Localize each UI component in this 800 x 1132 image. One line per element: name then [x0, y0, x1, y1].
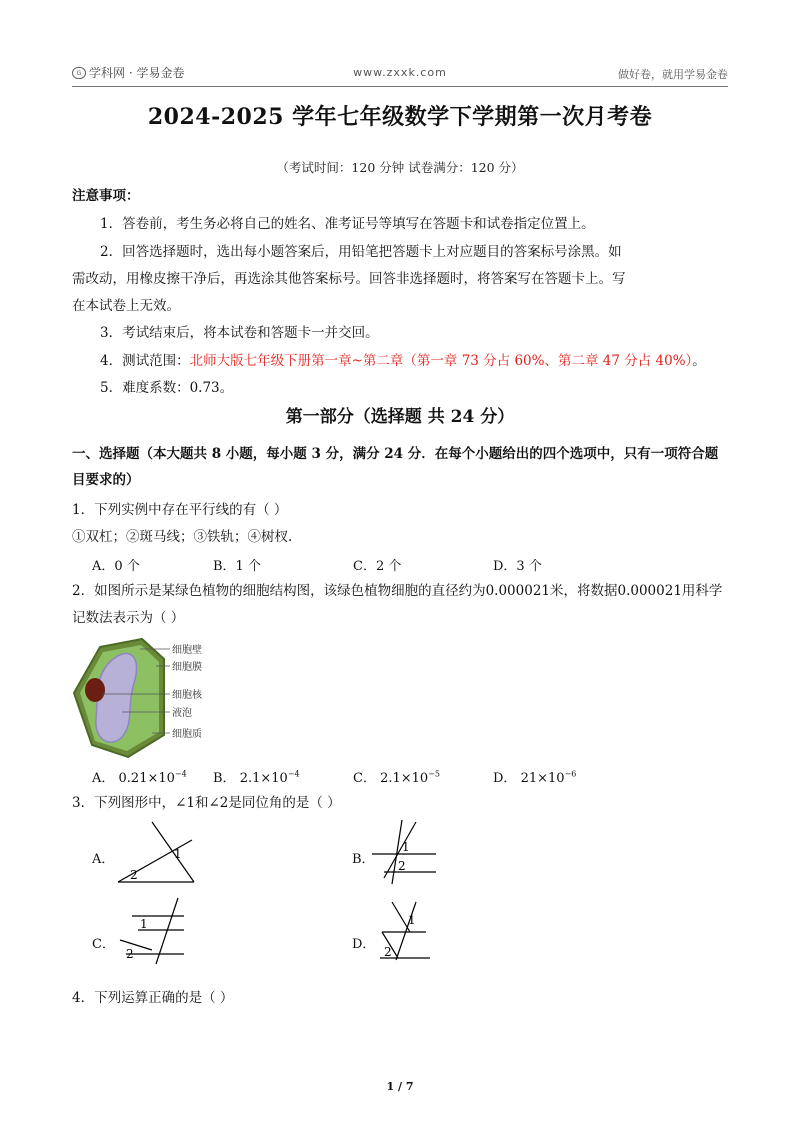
q2-option-b: B． $2.1\times 10^{-4}$	[213, 769, 300, 786]
q3c-angle1: 1	[140, 917, 148, 931]
note-1: 1．答卷前，考生务必将自己的姓名、准考证号等填写在答题卡和试卷指定位置上。	[100, 216, 595, 232]
page-number: 1 / 7	[386, 1080, 414, 1093]
q3d-angle2: 2	[384, 945, 392, 959]
q3a-angle2: 2	[130, 868, 138, 882]
q3-option-a-label: A．	[92, 852, 115, 867]
page-header	[72, 64, 728, 87]
q1-option-c: C．2 个	[353, 559, 402, 574]
q1-items: ①双杠；②斑马线；③铁轨；④树杈.	[72, 529, 293, 545]
label-cell-wall: 细胞壁	[172, 645, 202, 656]
q3b-angle2: 2	[398, 859, 406, 873]
note-2b: 需改动，用橡皮擦干净后，再选涂其他答案标号。回答非选择题时，将答案写在答题卡上。写	[72, 271, 626, 287]
note-2c: 在本试卷上无效。	[72, 298, 180, 314]
exam-title: 2024-2025 学年七年级数学下学期第一次月考卷	[147, 104, 653, 130]
exam-subtitle: （考试时间：120 分钟 试卷满分：120 分）	[276, 160, 524, 175]
q1-option-a: A．0 个	[92, 559, 140, 574]
q3-option-b-label: B．	[352, 852, 375, 867]
q2-stem-line1: 2．如图所示是某绿色植物的细胞结构图，该绿色植物细胞的直径约为0.000021米，将数据0.000021用科学	[72, 583, 723, 599]
q3c-angle2: 2	[126, 947, 134, 961]
q2-stem-line2: 记数法表示为（ ）	[72, 610, 185, 626]
section-title: 第一部分（选择题 共 24 分）	[285, 407, 515, 427]
q4-stem: 4．下列运算正确的是（ ）	[72, 990, 234, 1006]
note-4-prefix: 4．测试范围：	[100, 353, 190, 369]
label-cell-membrane: 细胞膜	[172, 662, 202, 673]
q3-option-c-label: C．	[92, 937, 115, 952]
q1-stem: 1．下列实例中存在平行线的有（ ）	[72, 502, 288, 518]
logo-mark-icon: G	[72, 67, 86, 79]
part1-instructions-line2: 目要求的）	[72, 472, 140, 488]
note-2a: 2．回答选择题时，选出每小题答案后，用铅笔把答题卡上对应题目的答案标号涂黑。如	[100, 244, 622, 260]
site-url: www.zxxk.com	[353, 66, 447, 79]
q2-option-d: D． $21\times 10^{-6}$	[493, 769, 577, 786]
q3-figure-d	[370, 896, 440, 966]
plant-cell-diagram	[72, 635, 252, 760]
q1-option-d: D．3 个	[493, 559, 542, 574]
part1-instructions-line1: 一、选择题（本大题共 8 小题，每小题 3 分，满分 24 分．在每个小题给出的四个选项中，只有一项符合题	[72, 446, 719, 462]
q3d-angle1: 1	[408, 913, 416, 927]
label-nucleus: 细胞核	[172, 690, 202, 701]
q3a-angle1: 1	[174, 847, 182, 861]
q2-option-c: C． $2.1\times 10^{-5}$	[353, 769, 440, 786]
label-cytoplasm: 细胞质	[172, 729, 202, 740]
q1-option-b: B．1 个	[213, 559, 261, 574]
header-slogan: 做好卷，就用学易金卷	[618, 68, 728, 81]
note-4-end: 。	[692, 353, 706, 369]
notes-heading: 注意事项：	[72, 188, 140, 204]
label-vacuole: 液泡	[172, 708, 192, 719]
logo-text: 学科网 · 学易金卷	[89, 66, 185, 80]
q3-figure-c	[112, 896, 192, 966]
q3-option-d-label: D．	[352, 937, 376, 952]
note-3: 3．考试结束后，将本试卷和答题卡一并交回。	[100, 325, 379, 341]
q3-figure-a	[112, 820, 202, 890]
note-4	[100, 351, 706, 371]
q3b-angle1: 1	[402, 840, 410, 854]
q2-option-a: A． $0.21\times 10^{-4}$	[92, 769, 187, 786]
note-5: 5．难度系数：0.73。	[100, 380, 234, 396]
q3-stem: 3．下列图形中，∠1和∠2是同位角的是（ ）	[72, 795, 341, 811]
test-range: 北师大版七年级下册第一章~第二章（第一章 73 分占 60%、第二章 47 分占 40%）	[189, 353, 693, 369]
q3-figure-b	[370, 818, 440, 888]
